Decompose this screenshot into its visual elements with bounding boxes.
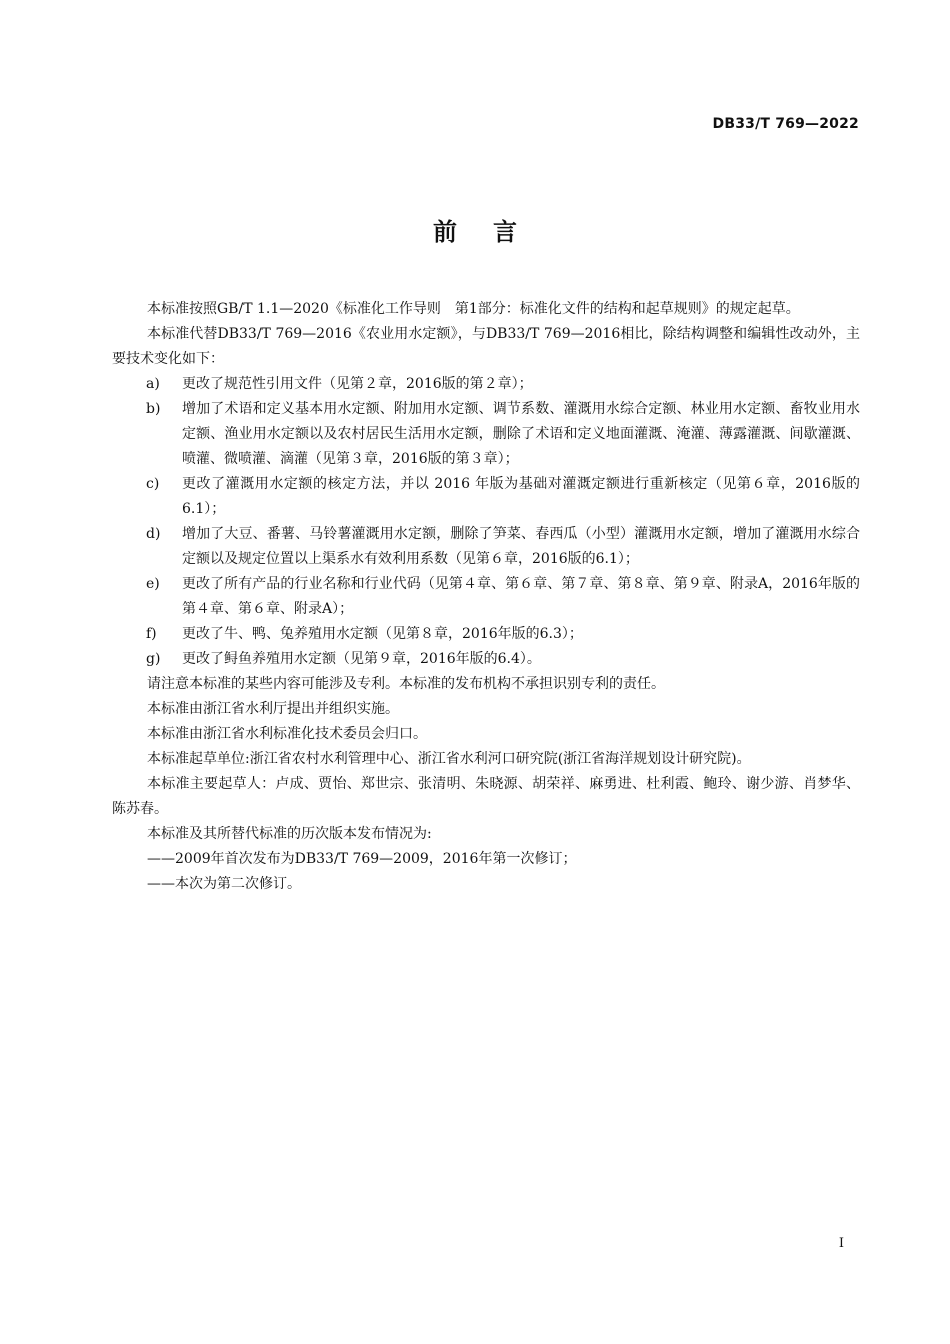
paragraph-drafters: 本标准主要起草人：卢成、贾怡、郑世宗、张清明、朱晓源、胡荣祥、麻勇进、杜利霞、鲍玲、谢少游、肖梦华、陈苏春。 — [112, 776, 860, 817]
foreword-body — [112, 297, 860, 897]
list-text: 增加了大豆、番薯、马铃薯灌溉用水定额，删除了笋菜、春西瓜（小型）灌溉用水定额，增加了灌溉用水综合定额以及规定位置以上渠系水有效利用系数（见第６章，2016版的6.1）； — [182, 526, 860, 567]
list-item — [112, 522, 860, 572]
paragraph-history-intro: 本标准及其所替代标准的历次版本发布情况为: — [147, 826, 432, 842]
list-item — [112, 572, 860, 622]
list-item — [112, 472, 860, 522]
list-text: 更改了灌溉用水定额的核定方法，并以 2016 年版为基础对灌溉定额进行重新核定（见第６章，2016版的6.1）； — [182, 476, 860, 517]
list-marker: b) — [146, 401, 161, 417]
list-marker: e) — [146, 576, 160, 592]
list-marker: a) — [146, 376, 160, 392]
paragraph-patent-notice: 请注意本标准的某些内容可能涉及专利。本标准的发布机构不承担识别专利的责任。 — [147, 676, 665, 692]
list-marker: f) — [146, 626, 157, 642]
document-code: DB33/T 769—2022 — [712, 116, 859, 132]
list-item — [112, 372, 860, 397]
paragraph-replacement: 本标准代替DB33/T 769—2016《农业用水定额》，与DB33/T 769—2016相比，除结构调整和编辑性改动外，主要技术变化如下： — [112, 326, 860, 367]
page-title-char-1: 前 — [433, 218, 457, 246]
list-marker: d) — [146, 526, 161, 542]
paragraph-drafting-units: 本标准起草单位:浙江省农村水利管理中心、浙江省水利河口研究院(浙江省海洋规划设计研究院)。 — [147, 751, 751, 767]
list-text: 更改了规范性引用文件（见第２章，2016版的第２章）； — [182, 376, 533, 392]
list-item — [112, 622, 860, 647]
list-text: 更改了鲟鱼养殖用水定额（见第９章，2016年版的6.4）。 — [182, 651, 541, 667]
paragraph-drafting-rule: 本标准按照GB/T 1.1—2020《标准化工作导则 第1部分：标准化文件的结构和起草规则》的规定起草。 — [147, 301, 800, 317]
list-marker: c) — [146, 476, 160, 492]
page-number: I — [838, 1236, 844, 1251]
paragraph-committee: 本标准由浙江省水利标准化技术委员会归口。 — [147, 726, 427, 742]
history-item: ——2009年首次发布为DB33/T 769—2009，2016年第一次修订； — [147, 851, 577, 867]
list-marker: g) — [146, 651, 161, 667]
list-text: 更改了所有产品的行业名称和行业代码（见第４章、第６章、第７章、第８章、第９章、附录A，2016年版的第４章、第６章、附录A）； — [182, 576, 860, 617]
page-title — [0, 212, 950, 247]
list-item — [112, 647, 860, 672]
list-text: 更改了牛、鸭、兔养殖用水定额（见第８章，2016年版的6.3）； — [182, 626, 583, 642]
paragraph-proposer: 本标准由浙江省水利厅提出并组织实施。 — [147, 701, 399, 717]
history-item: ——本次为第二次修订。 — [147, 876, 301, 892]
page-title-char-2: 言 — [493, 218, 517, 246]
list-item — [112, 397, 860, 472]
list-text: 增加了术语和定义基本用水定额、附加用水定额、调节系数、灌溉用水综合定额、林业用水定额、畜牧业用水定额、渔业用水定额以及农村居民生活用水定额，删除了术语和定义地面灌溉、淹灌、薄露灌溉、间歇灌溉、喷灌、微喷灌、滴灌（见第３章，2016版的第３章）； — [182, 401, 860, 467]
